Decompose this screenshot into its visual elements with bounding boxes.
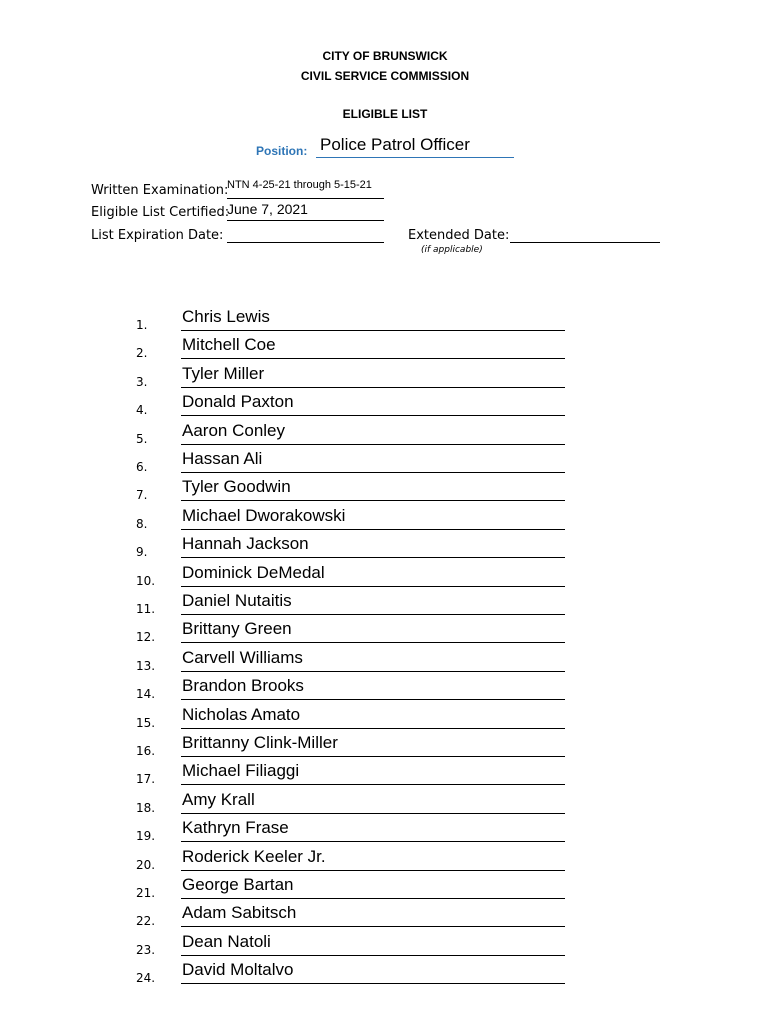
- rank-number: 9.: [136, 545, 148, 560]
- candidate-name-field[interactable]: Michael Filiaggi: [181, 759, 565, 785]
- rank-number: 11.: [136, 602, 156, 616]
- rank-number: 20.: [136, 857, 156, 872]
- rank-number: 22.: [136, 914, 156, 929]
- commission-title: CIVIL SERVICE COMMISSION: [300, 69, 470, 83]
- list-item: [0, 956, 770, 984]
- candidate-name-field[interactable]: Brittanny Clink-Miller: [181, 731, 565, 757]
- city-title: CITY OF BRUNSWICK: [322, 49, 448, 63]
- rank-number: 5.: [136, 431, 148, 446]
- list-item: [0, 871, 770, 899]
- list-expiration-date-field[interactable]: [227, 226, 384, 243]
- list-item: [0, 587, 770, 615]
- rank-number: 16.: [136, 744, 156, 758]
- list-item: [0, 729, 770, 757]
- rank-number: 3.: [136, 374, 148, 389]
- eligible-list-certified-label: Eligible List Certified:: [91, 205, 230, 220]
- extended-date-field[interactable]: [510, 226, 660, 243]
- candidate-name-field[interactable]: David Moltalvo: [181, 958, 565, 984]
- rank-number: 7.: [136, 488, 148, 503]
- position-label: Position:: [256, 144, 308, 158]
- candidate-name-field[interactable]: Donald Paxton: [181, 390, 565, 416]
- rank-number: 15.: [136, 715, 156, 730]
- list-item: [0, 530, 770, 558]
- candidate-name-field[interactable]: Brandon Brooks: [181, 674, 565, 700]
- candidate-name-field[interactable]: Brittany Green: [181, 617, 565, 643]
- rank-number: 14.: [136, 687, 156, 702]
- extended-date-label: Extended Date:: [408, 228, 510, 243]
- rank-number: 12.: [136, 630, 156, 645]
- rank-number: 1.: [136, 318, 148, 332]
- document-title: ELIGIBLE LIST: [342, 107, 428, 121]
- rank-number: 18.: [136, 800, 156, 815]
- list-item: [0, 843, 770, 871]
- rank-number: 24.: [136, 971, 156, 986]
- candidate-name-field[interactable]: Adam Sabitsch: [181, 901, 565, 927]
- list-item: [0, 899, 770, 927]
- candidate-name-field[interactable]: Michael Dworakowski: [181, 504, 565, 530]
- candidate-name-field[interactable]: George Bartan: [181, 873, 565, 899]
- rank-number: 23.: [136, 942, 156, 957]
- list-item: [0, 559, 770, 587]
- candidate-name-field[interactable]: Dominick DeMedal: [181, 561, 565, 587]
- eligible-list-certified-field[interactable]: June 7, 2021: [227, 200, 384, 221]
- list-item: [0, 502, 770, 530]
- candidate-name-field[interactable]: Dean Natoli: [181, 930, 565, 956]
- list-item: [0, 417, 770, 445]
- candidate-name-field[interactable]: Aaron Conley: [181, 419, 565, 445]
- list-expiration-date-label: List Expiration Date:: [91, 228, 224, 243]
- written-examination-field[interactable]: NTN 4-25-21 through 5-15-21: [227, 176, 384, 199]
- position-field[interactable]: Police Patrol Officer: [316, 134, 514, 158]
- candidate-name-field[interactable]: Roderick Keeler Jr.: [181, 845, 565, 871]
- list-item: [0, 757, 770, 785]
- candidate-name-field[interactable]: Nicholas Amato: [181, 703, 565, 729]
- candidate-name-field[interactable]: Carvell Williams: [181, 646, 565, 672]
- candidate-name-field[interactable]: Mitchell Coe: [181, 333, 565, 359]
- list-item: [0, 672, 770, 700]
- candidate-name-field[interactable]: Hannah Jackson: [181, 532, 565, 558]
- rank-number: 8.: [136, 516, 148, 531]
- list-item: [0, 445, 770, 473]
- candidate-name-field[interactable]: Kathryn Frase: [181, 816, 565, 842]
- list-item: [0, 786, 770, 814]
- candidate-name-field[interactable]: Tyler Miller: [181, 362, 565, 388]
- candidate-name-field[interactable]: Tyler Goodwin: [181, 475, 565, 501]
- rank-number: 6.: [136, 460, 148, 474]
- rank-number: 19.: [136, 829, 156, 844]
- candidate-name-field[interactable]: Chris Lewis: [181, 305, 565, 331]
- list-item: [0, 473, 770, 501]
- list-item: [0, 701, 770, 729]
- candidate-name-field[interactable]: Amy Krall: [181, 788, 565, 814]
- extended-date-note: (if applicable): [421, 245, 483, 255]
- written-examination-label: Written Examination:: [91, 183, 229, 198]
- list-item: [0, 331, 770, 359]
- rank-number: 4.: [136, 403, 148, 418]
- list-item: [0, 615, 770, 643]
- rank-number: 10.: [136, 573, 156, 588]
- list-item: [0, 303, 770, 331]
- list-item: [0, 928, 770, 956]
- list-item: [0, 644, 770, 672]
- candidate-name-field[interactable]: Hassan Ali: [181, 447, 565, 473]
- rank-number: 2.: [136, 346, 148, 361]
- list-item: [0, 388, 770, 416]
- rank-number: 13.: [136, 658, 156, 673]
- rank-number: 21.: [136, 886, 156, 900]
- rank-number: 17.: [136, 772, 156, 787]
- list-item: [0, 814, 770, 842]
- candidate-name-field[interactable]: Daniel Nutaitis: [181, 589, 565, 615]
- list-item: [0, 360, 770, 388]
